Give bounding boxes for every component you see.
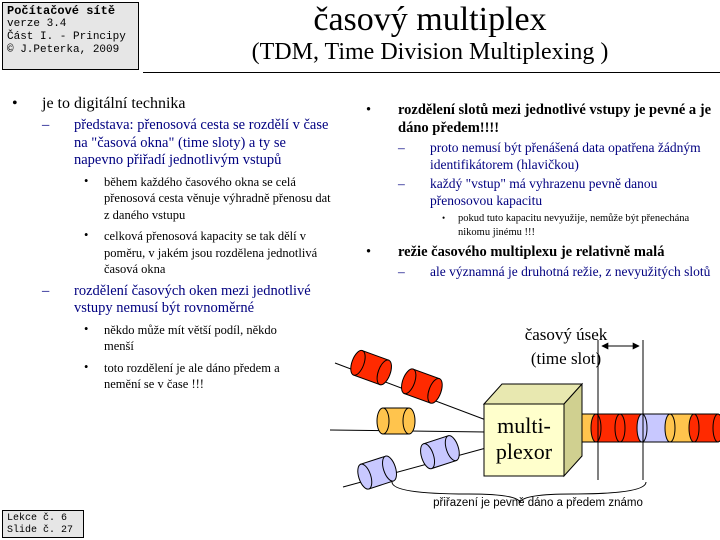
slide-title: časový multiplex: [313, 1, 547, 38]
stream-end-ellipse: [665, 414, 675, 442]
left-item-2-text: rozdělení časových oken mezi jednotlivé vstupy nemusí být rovnoměrné: [74, 282, 311, 316]
course-name: Počítačové sítě: [7, 4, 116, 18]
bullet-marker: •: [366, 244, 372, 260]
left-subitem-1-2-text: celková přenosová kapacity se tak dělí v poměru, v jakém jsou rozdělena jednotlivá časová okna: [104, 229, 318, 276]
dash-marker: –: [398, 264, 405, 279]
right-bullet-2-text: režie časového multiplexu je relativně malá: [398, 244, 665, 260]
stream-end-ellipse: [713, 414, 720, 442]
bullet-marker: •: [12, 95, 18, 112]
dash-marker: –: [398, 140, 405, 155]
assignment-caption: přiřazení je pevně dáno a předem známo: [433, 497, 643, 509]
course-part: Část I. - Principy: [7, 31, 126, 43]
bullet-marker: •: [366, 102, 372, 118]
lesson-number: Lekce č. 6: [7, 513, 68, 524]
stream-end-ellipse: [689, 414, 699, 442]
left-bullet-text: je to digitální technika: [42, 95, 186, 112]
left-subitem-2-1-text: někdo může mít větší podíl, někdo menší: [104, 322, 277, 353]
input-red-cylinders: [348, 349, 445, 406]
course-version: verze 3.4: [7, 18, 67, 30]
dash-marker: –: [398, 176, 405, 191]
small-bullet-marker: •: [84, 228, 89, 242]
left-subitem-1-1-text: během každého časového okna se celá přenosová cesta věnuje výhradně přenosu dat z daného vstupu: [104, 174, 331, 222]
small-bullet-marker: •: [84, 173, 89, 188]
left-subitem-2-2-text: toto rozdělení je ale dáno předem a nemění se v čase !!!: [104, 360, 280, 391]
input-orange-cylinder: [377, 408, 415, 434]
timeslot-label-line1: časový úsek: [524, 325, 608, 344]
mux-label-line1: multi-: [497, 413, 551, 438]
timeslot-label-line2: (time slot): [530, 349, 602, 368]
output-stream: [572, 414, 720, 442]
lavender-cylinder: [355, 454, 399, 490]
right-item-1-1-text: proto nemusí být přenášená data opatřena žádným identifikátorem (hlavičkou): [430, 140, 701, 172]
right-item-2-1-text: ale významná je druhotná režie, z nevyužitých slotů: [430, 264, 711, 279]
stream-divider: [615, 414, 625, 442]
lesson-info-box: [2, 510, 84, 538]
right-item-1-2-text: každý "vstup" má vyhrazenu pevně danou přenosovou kapacitu: [430, 176, 658, 208]
small-bullet-marker: •: [442, 213, 446, 223]
slide-number: Slide č. 27: [7, 524, 74, 536]
stream-end-ellipse: [591, 414, 601, 442]
red-cylinder: [399, 367, 445, 405]
stream-end-ellipse: [637, 414, 647, 442]
small-bullet-marker: •: [84, 359, 89, 374]
dash-marker: –: [42, 117, 50, 133]
right-bullet-1-text: rozdělení slotů mezi jednotlivé vstupy je pevné a je dáno předem!!!!: [398, 102, 712, 136]
input-lavender-cylinders: [355, 434, 462, 491]
right-subitem-text: pokud tuto kapacitu nevyužije, nemůže být přenechána nikomu jinému !!!: [458, 213, 690, 238]
red-cylinder: [348, 349, 394, 387]
small-bullet-marker: •: [84, 321, 89, 336]
multiplexor-box: [484, 384, 582, 476]
dash-marker: –: [42, 282, 50, 299]
left-item-1-text: představa: přenosová cesta se rozdělí v čase na "časová okna" (time sloty) a ty se napevno přiřadí jednotlivým vstupů: [74, 117, 329, 168]
course-author: © J.Peterka, 2009: [7, 44, 120, 56]
slide-subtitle: (TDM, Time Division Multiplexing ): [251, 39, 609, 65]
mux-label-line2: plexor: [495, 439, 553, 464]
